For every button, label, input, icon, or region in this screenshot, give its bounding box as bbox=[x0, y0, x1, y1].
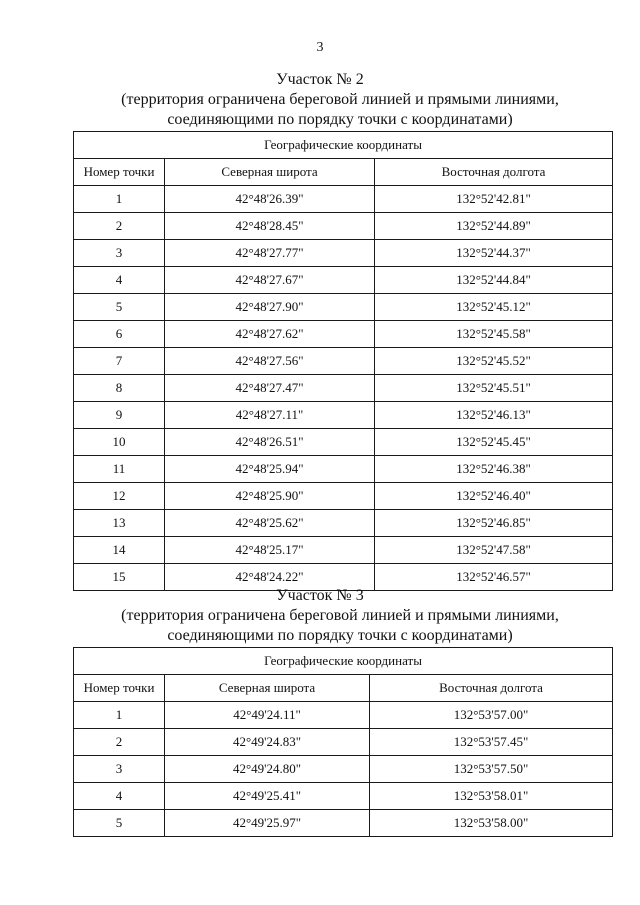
cell-point-number: 7 bbox=[74, 348, 165, 375]
table-caption: Географические координаты bbox=[74, 132, 613, 159]
cell-longitude: 132°53'58.01" bbox=[370, 783, 613, 810]
cell-latitude: 42°48'28.45" bbox=[165, 213, 375, 240]
cell-point-number: 12 bbox=[74, 483, 165, 510]
cell-latitude: 42°48'27.90" bbox=[165, 294, 375, 321]
cell-longitude: 132°52'45.45" bbox=[375, 429, 613, 456]
cell-longitude: 132°52'46.38" bbox=[375, 456, 613, 483]
cell-point-number: 14 bbox=[74, 537, 165, 564]
table-row bbox=[74, 756, 613, 783]
column-header-latitude: Северная широта bbox=[165, 675, 370, 702]
table-row bbox=[74, 810, 613, 837]
cell-point-number: 15 bbox=[74, 564, 165, 591]
cell-latitude: 42°48'25.17" bbox=[165, 537, 375, 564]
cell-point-number: 3 bbox=[74, 756, 165, 783]
cell-point-number: 6 bbox=[74, 321, 165, 348]
table-row bbox=[74, 537, 613, 564]
cell-longitude: 132°52'46.40" bbox=[375, 483, 613, 510]
section-2-subtitle: (территория ограничена береговой линией и прямыми линиями, соединяющими по порядку точки с координатами) bbox=[121, 91, 559, 128]
cell-point-number: 9 bbox=[74, 402, 165, 429]
section-2-title: Участок № 2 bbox=[276, 71, 364, 88]
column-header-point-number: Номер точки bbox=[74, 675, 165, 702]
cell-longitude: 132°52'42.81" bbox=[375, 186, 613, 213]
table-header-row bbox=[74, 159, 613, 186]
cell-latitude: 42°49'24.80" bbox=[165, 756, 370, 783]
cell-longitude: 132°52'46.13" bbox=[375, 402, 613, 429]
table-row bbox=[74, 375, 613, 402]
table-row bbox=[74, 729, 613, 756]
column-header-longitude: Восточная долгота bbox=[375, 159, 613, 186]
cell-latitude: 42°48'26.39" bbox=[165, 186, 375, 213]
cell-latitude: 42°48'25.94" bbox=[165, 456, 375, 483]
cell-point-number: 1 bbox=[74, 702, 165, 729]
cell-latitude: 42°48'26.51" bbox=[165, 429, 375, 456]
cell-longitude: 132°52'46.85" bbox=[375, 510, 613, 537]
coordinates-table-section-2 bbox=[73, 131, 613, 591]
cell-latitude: 42°48'24.22" bbox=[165, 564, 375, 591]
table-header-row bbox=[74, 675, 613, 702]
table-caption: Географические координаты bbox=[74, 648, 613, 675]
table-body bbox=[74, 702, 613, 837]
table-row bbox=[74, 348, 613, 375]
cell-latitude: 42°48'27.77" bbox=[165, 240, 375, 267]
page-number: 3 bbox=[316, 40, 324, 55]
cell-longitude: 132°53'58.00" bbox=[370, 810, 613, 837]
table-row bbox=[74, 321, 613, 348]
cell-longitude: 132°52'44.84" bbox=[375, 267, 613, 294]
table-row bbox=[74, 456, 613, 483]
cell-longitude: 132°52'45.12" bbox=[375, 294, 613, 321]
coordinates-table-section-3 bbox=[73, 647, 613, 837]
cell-longitude: 132°52'47.58" bbox=[375, 537, 613, 564]
table-row bbox=[74, 294, 613, 321]
cell-latitude: 42°48'25.62" bbox=[165, 510, 375, 537]
cell-longitude: 132°53'57.50" bbox=[370, 756, 613, 783]
cell-longitude: 132°53'57.45" bbox=[370, 729, 613, 756]
cell-point-number: 5 bbox=[74, 294, 165, 321]
cell-latitude: 42°49'25.41" bbox=[165, 783, 370, 810]
cell-point-number: 4 bbox=[74, 783, 165, 810]
table-row bbox=[74, 240, 613, 267]
cell-longitude: 132°52'45.58" bbox=[375, 321, 613, 348]
cell-latitude: 42°49'25.97" bbox=[165, 810, 370, 837]
table-row bbox=[74, 483, 613, 510]
cell-latitude: 42°49'24.83" bbox=[165, 729, 370, 756]
cell-longitude: 132°52'45.51" bbox=[375, 375, 613, 402]
table-row bbox=[74, 267, 613, 294]
cell-longitude: 132°52'45.52" bbox=[375, 348, 613, 375]
section-3-subtitle: (территория ограничена береговой линией и прямыми линиями, соединяющими по порядку точки с координатами) bbox=[121, 607, 559, 644]
cell-longitude: 132°52'46.57" bbox=[375, 564, 613, 591]
section-3-title: Участок № 3 bbox=[276, 587, 364, 604]
cell-latitude: 42°48'27.62" bbox=[165, 321, 375, 348]
column-header-longitude: Восточная долгота bbox=[370, 675, 613, 702]
cell-latitude: 42°48'27.47" bbox=[165, 375, 375, 402]
column-header-latitude: Северная широта bbox=[165, 159, 375, 186]
cell-point-number: 5 bbox=[74, 810, 165, 837]
table-row bbox=[74, 213, 613, 240]
cell-latitude: 42°49'24.11" bbox=[165, 702, 370, 729]
cell-point-number: 8 bbox=[74, 375, 165, 402]
column-header-point-number: Номер точки bbox=[74, 159, 165, 186]
cell-point-number: 3 bbox=[74, 240, 165, 267]
table-row bbox=[74, 510, 613, 537]
cell-point-number: 2 bbox=[74, 729, 165, 756]
cell-point-number: 2 bbox=[74, 213, 165, 240]
table-caption-row bbox=[74, 648, 613, 675]
cell-longitude: 132°52'44.37" bbox=[375, 240, 613, 267]
table-row bbox=[74, 429, 613, 456]
cell-point-number: 13 bbox=[74, 510, 165, 537]
cell-latitude: 42°48'27.11" bbox=[165, 402, 375, 429]
table-body bbox=[74, 186, 613, 591]
cell-latitude: 42°48'27.56" bbox=[165, 348, 375, 375]
table-row bbox=[74, 702, 613, 729]
cell-point-number: 11 bbox=[74, 456, 165, 483]
table-row bbox=[74, 783, 613, 810]
table-row bbox=[74, 186, 613, 213]
cell-latitude: 42°48'25.90" bbox=[165, 483, 375, 510]
cell-point-number: 1 bbox=[74, 186, 165, 213]
cell-point-number: 10 bbox=[74, 429, 165, 456]
cell-longitude: 132°53'57.00" bbox=[370, 702, 613, 729]
table-caption-row bbox=[74, 132, 613, 159]
table-row bbox=[74, 402, 613, 429]
cell-longitude: 132°52'44.89" bbox=[375, 213, 613, 240]
cell-latitude: 42°48'27.67" bbox=[165, 267, 375, 294]
cell-point-number: 4 bbox=[74, 267, 165, 294]
